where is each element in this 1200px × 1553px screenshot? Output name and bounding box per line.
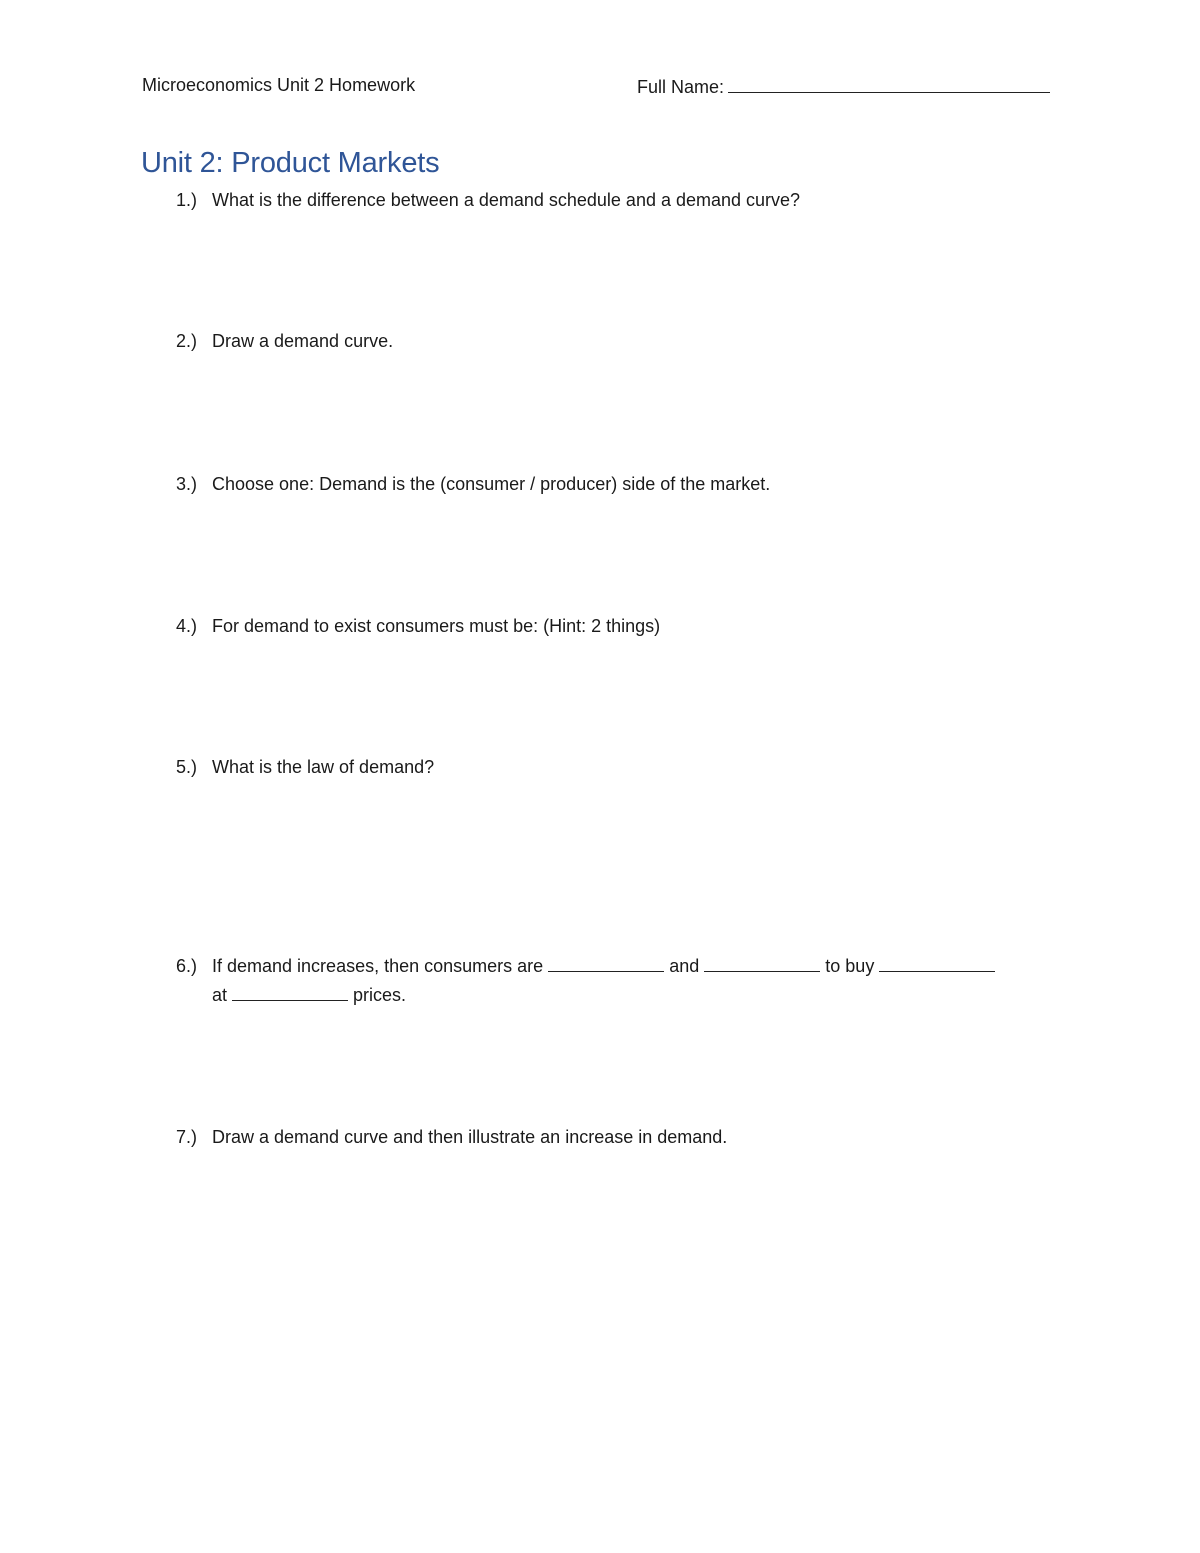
question-text: Draw a demand curve. (212, 331, 394, 351)
question-5 (176, 753, 1056, 782)
question-4 (176, 612, 1056, 641)
full-name-field (637, 74, 1050, 98)
question-2 (176, 327, 1056, 356)
question-text-part: and (669, 956, 700, 976)
question-number: 4.) (176, 616, 198, 636)
course-title: Microeconomics Unit 2 Homework (142, 75, 416, 95)
question-text: What is the difference between a demand schedule and a demand curve? (212, 190, 801, 210)
question-number: 7.) (176, 1127, 198, 1147)
question-continuation (176, 981, 1056, 1010)
answer-blank[interactable] (879, 955, 995, 972)
question-number: 3.) (176, 474, 198, 494)
question-text: What is the law of demand? (212, 757, 435, 777)
question-1 (176, 186, 1056, 215)
question-text-part: If demand increases, then consumers are (212, 956, 544, 976)
question-number: 2.) (176, 331, 198, 351)
question-text-part: prices. (353, 985, 407, 1005)
question-text: Draw a demand curve and then illustrate an increase in demand. (212, 1127, 728, 1147)
full-name-label: Full Name: (637, 77, 725, 97)
answer-blank[interactable] (232, 984, 348, 1001)
question-number: 5.) (176, 757, 198, 777)
full-name-blank[interactable] (728, 74, 1050, 93)
question-text-part: to buy (825, 956, 875, 976)
question-number: 1.) (176, 190, 198, 210)
question-number: 6.) (176, 956, 198, 976)
answer-blank[interactable] (548, 955, 664, 972)
question-3 (176, 470, 1056, 499)
page-title: Unit 2: Product Markets (141, 147, 440, 179)
answer-blank[interactable] (704, 955, 820, 972)
question-text-part: at (212, 985, 228, 1005)
question-6 (176, 952, 1056, 1010)
question-text: Choose one: Demand is the (consumer / producer) side of the market. (212, 474, 771, 494)
question-7 (176, 1123, 1056, 1152)
question-text: For demand to exist consumers must be: (Hint: 2 things) (212, 616, 661, 636)
